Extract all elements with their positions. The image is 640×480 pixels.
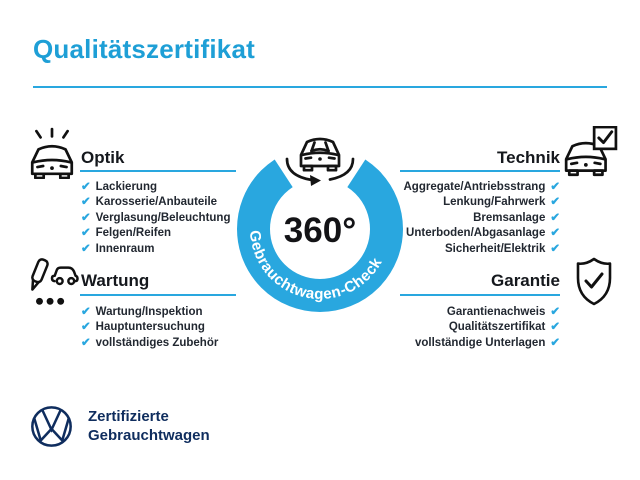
list-item-label: Innenraum xyxy=(95,242,155,255)
list-item-label: Aggregate/Antriebsstrang xyxy=(403,181,546,193)
list-item xyxy=(81,335,218,350)
shield-check-icon xyxy=(572,256,616,308)
list-item xyxy=(81,225,230,240)
check-icon: ✔ xyxy=(81,336,91,349)
list-item-label: Bremsanlage xyxy=(473,211,546,224)
check-icon: ✔ xyxy=(81,196,91,209)
section-title-optik: Optik xyxy=(81,148,125,167)
check-icon: ✔ xyxy=(550,211,560,224)
check-icon: ✔ xyxy=(550,321,560,334)
footer-line1: Zertifizierte xyxy=(88,408,169,425)
check-icon: ✔ xyxy=(81,181,91,193)
check-icon: ✔ xyxy=(81,306,91,318)
vw-logo xyxy=(30,405,73,448)
check-icon: ✔ xyxy=(550,336,560,349)
list-item xyxy=(81,319,218,334)
section-rule-technik xyxy=(400,170,560,172)
section-title-technik: Technik xyxy=(497,148,560,167)
check-icon: ✔ xyxy=(81,242,91,255)
list-item-label: Lackierung xyxy=(95,181,157,193)
list-item xyxy=(81,179,230,194)
list-item-label: Wartung/Inspektion xyxy=(95,306,203,318)
check-icon: ✔ xyxy=(550,227,560,240)
section-title-wartung: Wartung xyxy=(81,271,150,290)
footer-line2: Gebrauchtwagen xyxy=(88,427,210,444)
list-item-label: vollständige Unterlagen xyxy=(415,336,546,349)
check-icon: ✔ xyxy=(550,242,560,255)
list-item-label: Unterboden/Abgasanlage xyxy=(406,227,546,240)
check-icon: ✔ xyxy=(81,227,91,240)
optik-checklist xyxy=(81,179,230,256)
degree-label: 360° xyxy=(283,211,357,250)
list-item xyxy=(81,194,230,209)
service-note-icon xyxy=(25,257,79,309)
check-icon: ✔ xyxy=(81,211,91,224)
wartung-checklist xyxy=(81,304,218,350)
list-item-label: Felgen/Reifen xyxy=(95,227,172,240)
list-item-label: Hauptuntersuchung xyxy=(95,321,205,334)
car-checkbox-icon xyxy=(562,126,618,180)
list-item-label: vollständiges Zubehör xyxy=(95,336,219,349)
page-title: Qualitätszertifikat xyxy=(33,34,255,64)
section-rule-garantie xyxy=(400,294,560,296)
footer-wordmark xyxy=(88,407,210,445)
list-item xyxy=(340,335,560,350)
section-title-garantie: Garantie xyxy=(491,271,560,290)
check-icon: ✔ xyxy=(550,196,560,209)
check-icon: ✔ xyxy=(550,181,560,193)
section-rule-wartung xyxy=(80,294,236,296)
list-item-label: Verglasung/Beleuchtung xyxy=(95,211,231,224)
list-item xyxy=(340,319,560,334)
ring-curved-text: Gebrauchtwagen-Check xyxy=(245,229,386,304)
list-item-label: Sicherheit/Elektrik xyxy=(445,242,546,255)
title-divider xyxy=(33,86,607,88)
check-icon: ✔ xyxy=(550,306,560,318)
car-shine-icon xyxy=(27,127,77,179)
list-item-label: Garantienachweis xyxy=(446,306,546,318)
list-item xyxy=(81,241,230,256)
list-item-label: Lenkung/Fahrwerk xyxy=(443,196,546,209)
list-item-label: Karosserie/Anbauteile xyxy=(95,196,218,209)
list-item xyxy=(81,304,218,319)
section-rule-optik xyxy=(80,170,236,172)
check-icon: ✔ xyxy=(81,321,91,334)
list-item xyxy=(81,210,230,225)
list-item-label: Qualitätszertifikat xyxy=(448,321,546,334)
